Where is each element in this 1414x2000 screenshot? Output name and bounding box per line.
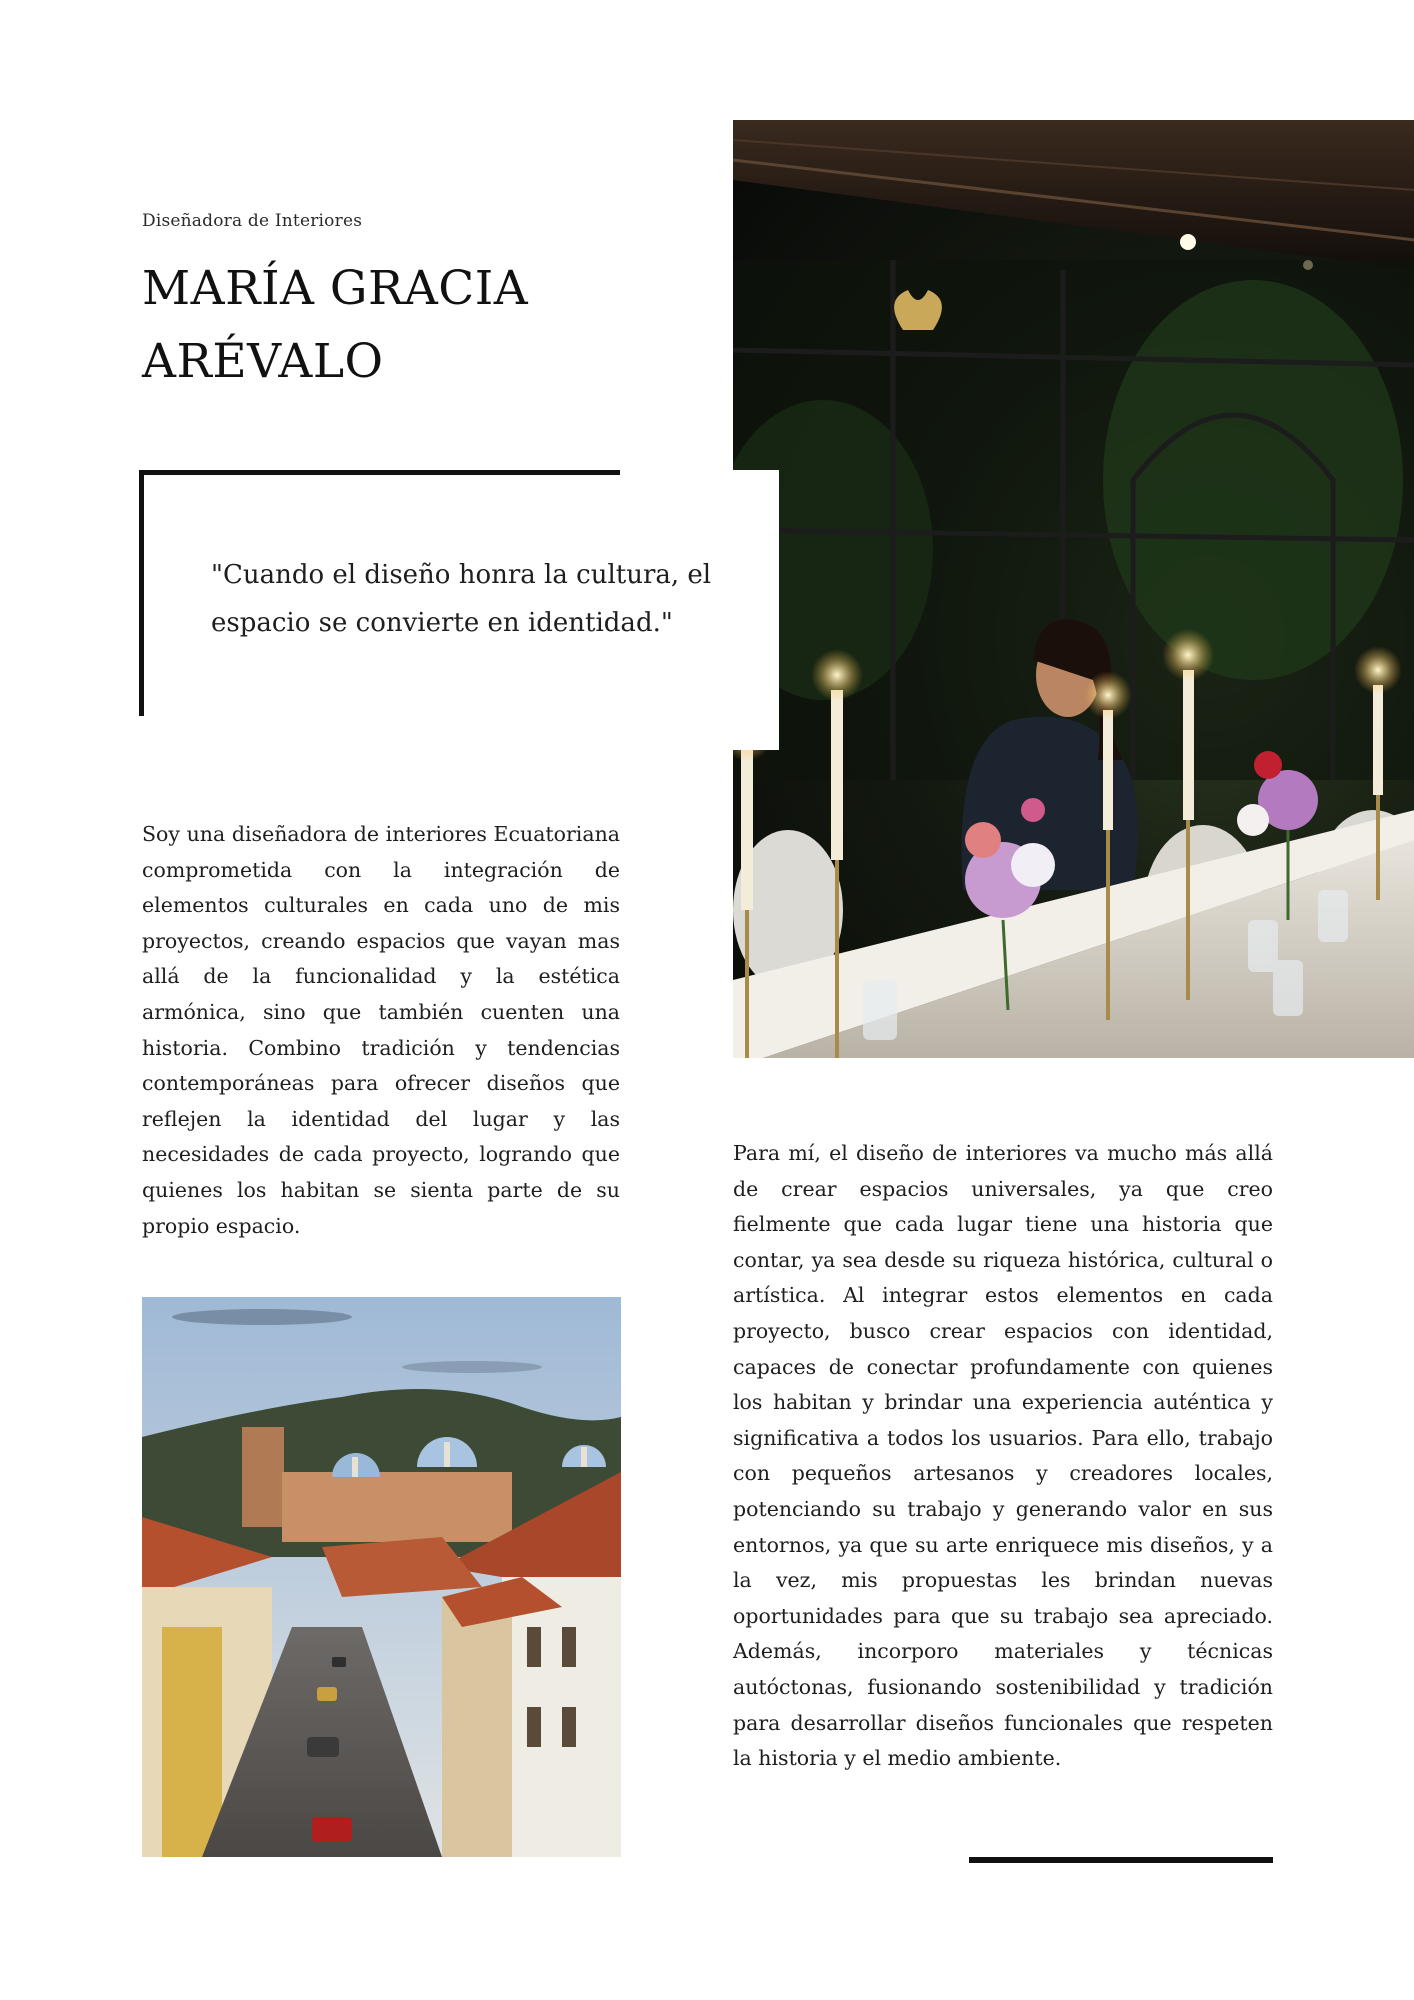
- designer-name-line1: MARÍA GRACIA: [142, 261, 529, 316]
- philosophy-paragraph: Para mí, el diseño de interiores va mucho más allá de crear espacios universales, ya que creo fielmente que cada lugar tiene una historia que contar, ya sea desde su riqueza histórica, cultural o artística. Al integrar estos elementos en cada proyecto, busco crear espacios con identidad, capaces de conectar profundamente con quienes los habitan y brindar una experiencia auténtica y significativa a todos los usuarios. Para ello, trabajo con pequeños artesanos y creadores locales, potenciando su trabajo y generando valor en sus entornos, ya que su arte enriquece mis diseños, y a la vez, mis propuestas les brindan nuevas oportunidades para que su trabajo sea apreciado. Además, incorporo materiales y técnicas autóctonas, fusionando sostenibilidad y tradición para desarrollar diseños funcionales que respeten la historia y el medio ambiente.: [733, 1141, 1273, 1771]
- dinner-table-illustration: [733, 120, 1414, 1058]
- city-street-photo: [142, 1297, 621, 1857]
- designer-name-line2: ARÉVALO: [142, 334, 384, 389]
- quote-border-left: [139, 470, 144, 716]
- job-title: Diseñadora de Interiores: [142, 211, 363, 231]
- intro-paragraph: Soy una diseñadora de interiores Ecuatoriana comprometida con la integración de elementos culturales en cada uno de mis proyectos, creando espacios que vayan mas allá de la funcionalidad y la estética armónica, sino que también cuenten una historia. Combino tradición y tendencias contemporáneas para ofrecer diseños que reflejen la identidad del lugar y las necesidades de cada proyecto, logrando que quienes los habitan se sienta parte de su propio espacio.: [142, 822, 620, 1238]
- quote-line-1: "Cuando el diseño honra la cultura, el: [211, 560, 712, 590]
- dinner-table-photo: [733, 120, 1414, 1058]
- designer-name: [142, 252, 528, 398]
- quote-border-top: [140, 470, 620, 475]
- city-street-illustration: [142, 1297, 621, 1857]
- quote-text: [211, 551, 751, 647]
- decorative-bottom-line: [969, 1857, 1273, 1863]
- quote-line-2: espacio se convierte en identidad.": [211, 608, 673, 638]
